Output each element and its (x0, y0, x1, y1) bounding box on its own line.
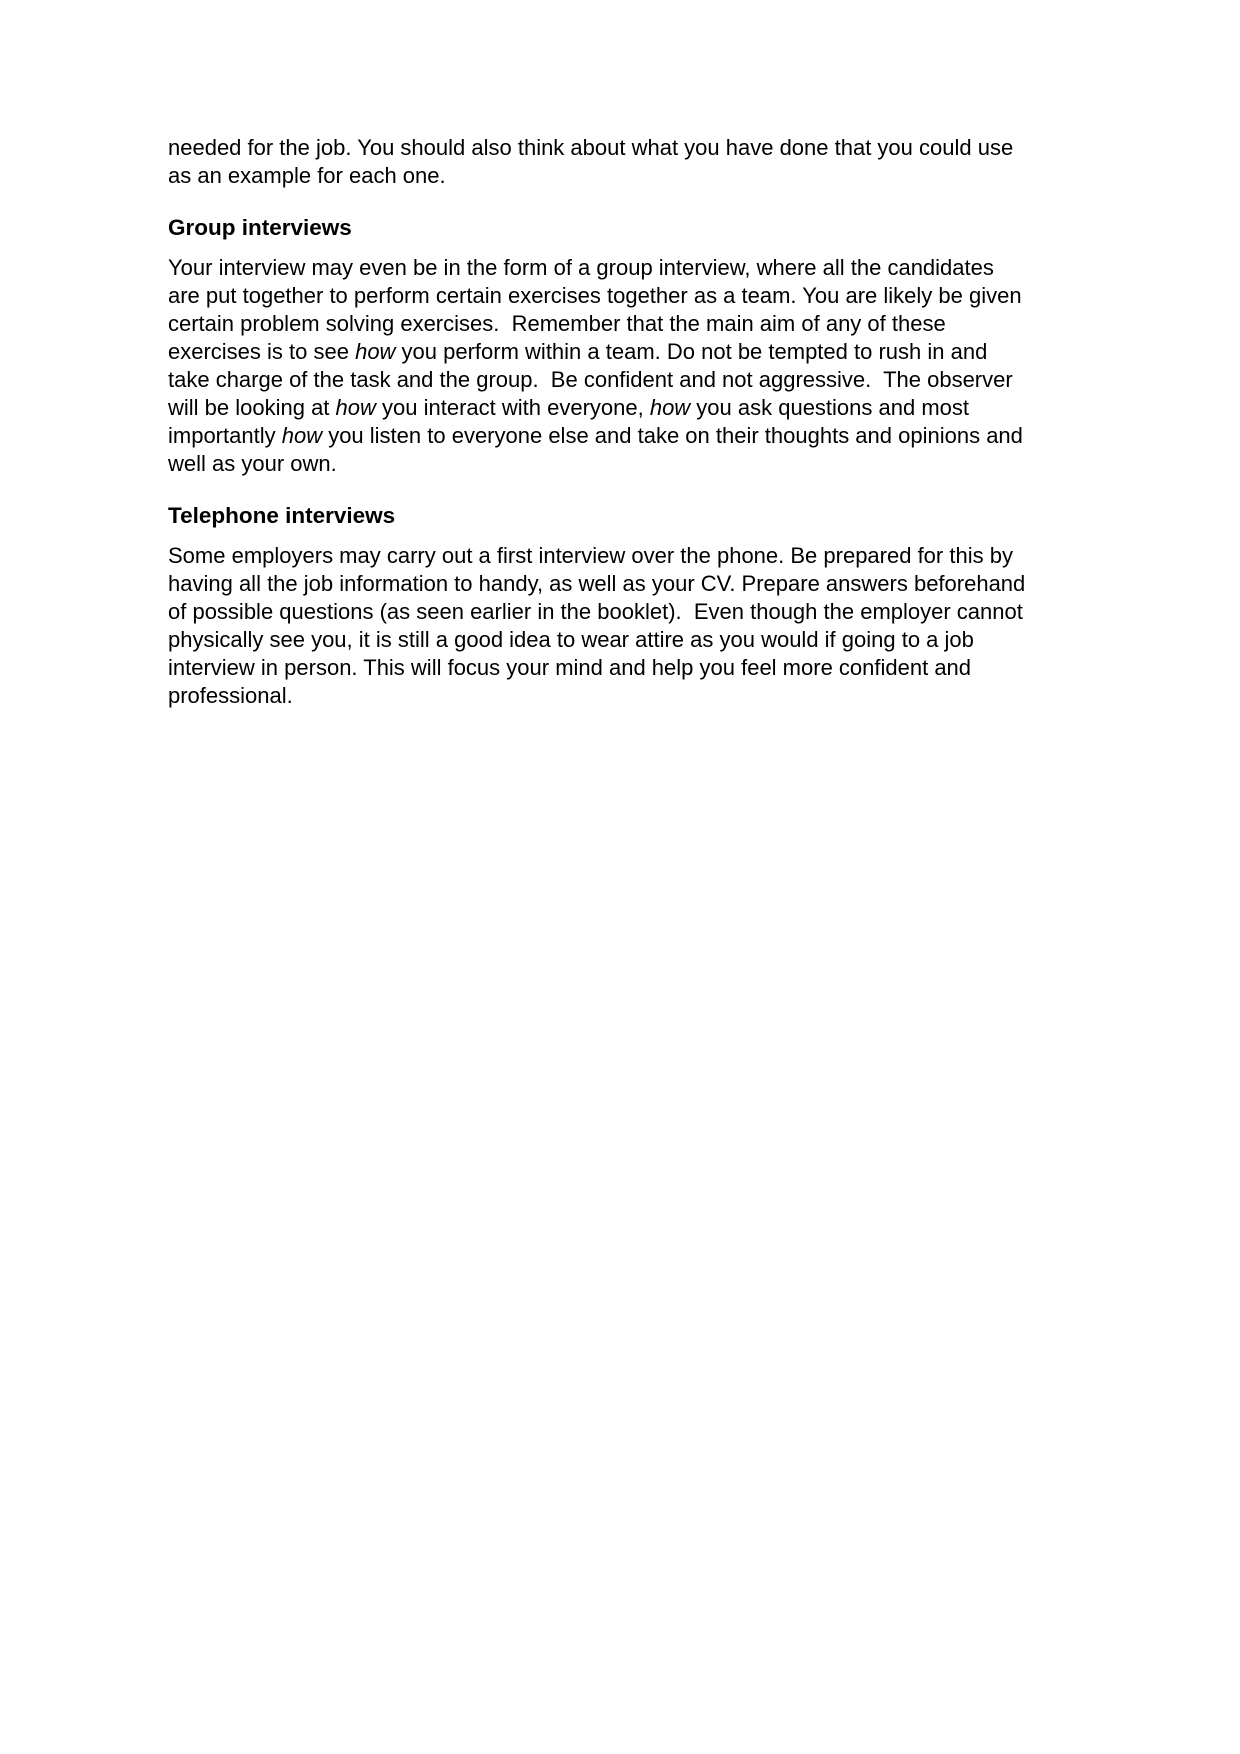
telephone-interviews-paragraph: Some employers may carry out a first interview over the phone. Be prepared for this by having all the job information to handy, as well as your CV. Prepare answers beforehand of possible questions (as seen earlier in the booklet). Even though the employer cannot physically see you, it is still a good idea to wear attire as you would if going to a job interview in person. This will focus your mind and help you feel more confident and professional. (168, 543, 1032, 708)
group-interviews-paragraph: Your interview may even be in the form of a group interview, where all the candidates are put together to perform certain exercises together as a team. You are likely be given certain problem solving exercises. Remember that the main aim of any of these exercises is to see how you perform within a team. Do not be tempted to rush in and take charge of the task and the group. Be confident and not aggressive. The observer will be looking at how you interact with everyone, how you ask questions and most importantly how you listen to everyone else and take on their thoughts and opinions and well as your own. (168, 255, 1030, 476)
heading-telephone-interviews: Telephone interviews (168, 503, 396, 528)
heading-group-interviews: Group interviews (168, 215, 352, 240)
document-content (168, 134, 1032, 725)
intro-paragraph: needed for the job. You should also think about what you have done that you could use as an example for each one. (168, 135, 1020, 188)
